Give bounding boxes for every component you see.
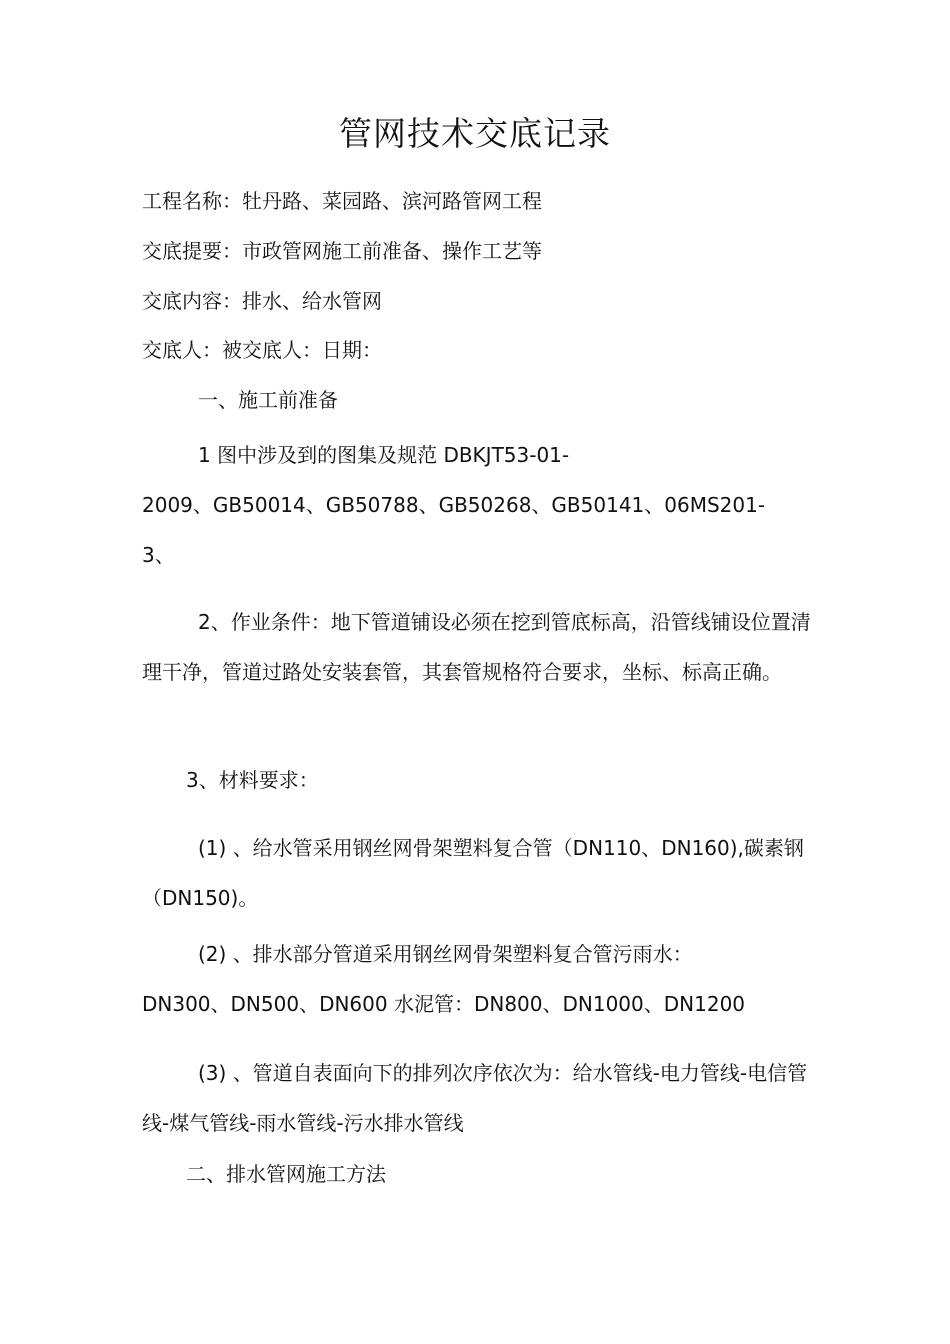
project-name-line: 工程名称：牡丹路、菜园路、滨河路管网工程 xyxy=(142,189,542,213)
materials-sub2-line-1: (2) 、排水部分管道采用钢丝网骨架塑料复合管污雨水： xyxy=(198,942,693,966)
pipe-order-paragraph: (3) 、管道自表面向下的排列次序依次为：给水管线-电力管线-电信管线-煤气管线-雨水管线-污水排水管线 xyxy=(142,1061,808,1135)
page-title: 管网技术交底记录 xyxy=(339,114,611,153)
work-conditions-paragraph: 2、作业条件：地下管道铺设必须在挖到管底标高，沿管线铺设位置清理干净，管道过路处安装套管，其套管规格符合要求，坐标、标高正确。 xyxy=(142,610,811,684)
section2-heading: 二、排水管网施工方法 xyxy=(186,1162,386,1186)
standards-line-2: 2009、GB50014、GB50788、GB50268、GB50141、06MS201- xyxy=(142,493,766,517)
standards-line-1: 1 图中涉及到的图集及规范 DBKJT53-01- xyxy=(198,443,570,467)
persons-line: 交底人：被交底人：日期： xyxy=(142,338,382,362)
summary-line: 交底提要：市政管网施工前准备、操作工艺等 xyxy=(142,239,542,263)
materials-sub2-line-2: DN300、DN500、DN600 水泥管：DN800、DN1000、DN1200 xyxy=(142,992,746,1016)
materials-sub1-paragraph: (1) 、给水管采用钢丝网骨架塑料复合管（DN110、DN160),碳素钢（DN150)。 xyxy=(142,836,804,910)
section1-heading: 一、施工前准备 xyxy=(198,388,338,412)
content-line: 交底内容：排水、给水管网 xyxy=(142,289,382,313)
standards-line-3: 3、 xyxy=(142,543,175,567)
materials-heading: 3、材料要求： xyxy=(186,768,319,792)
